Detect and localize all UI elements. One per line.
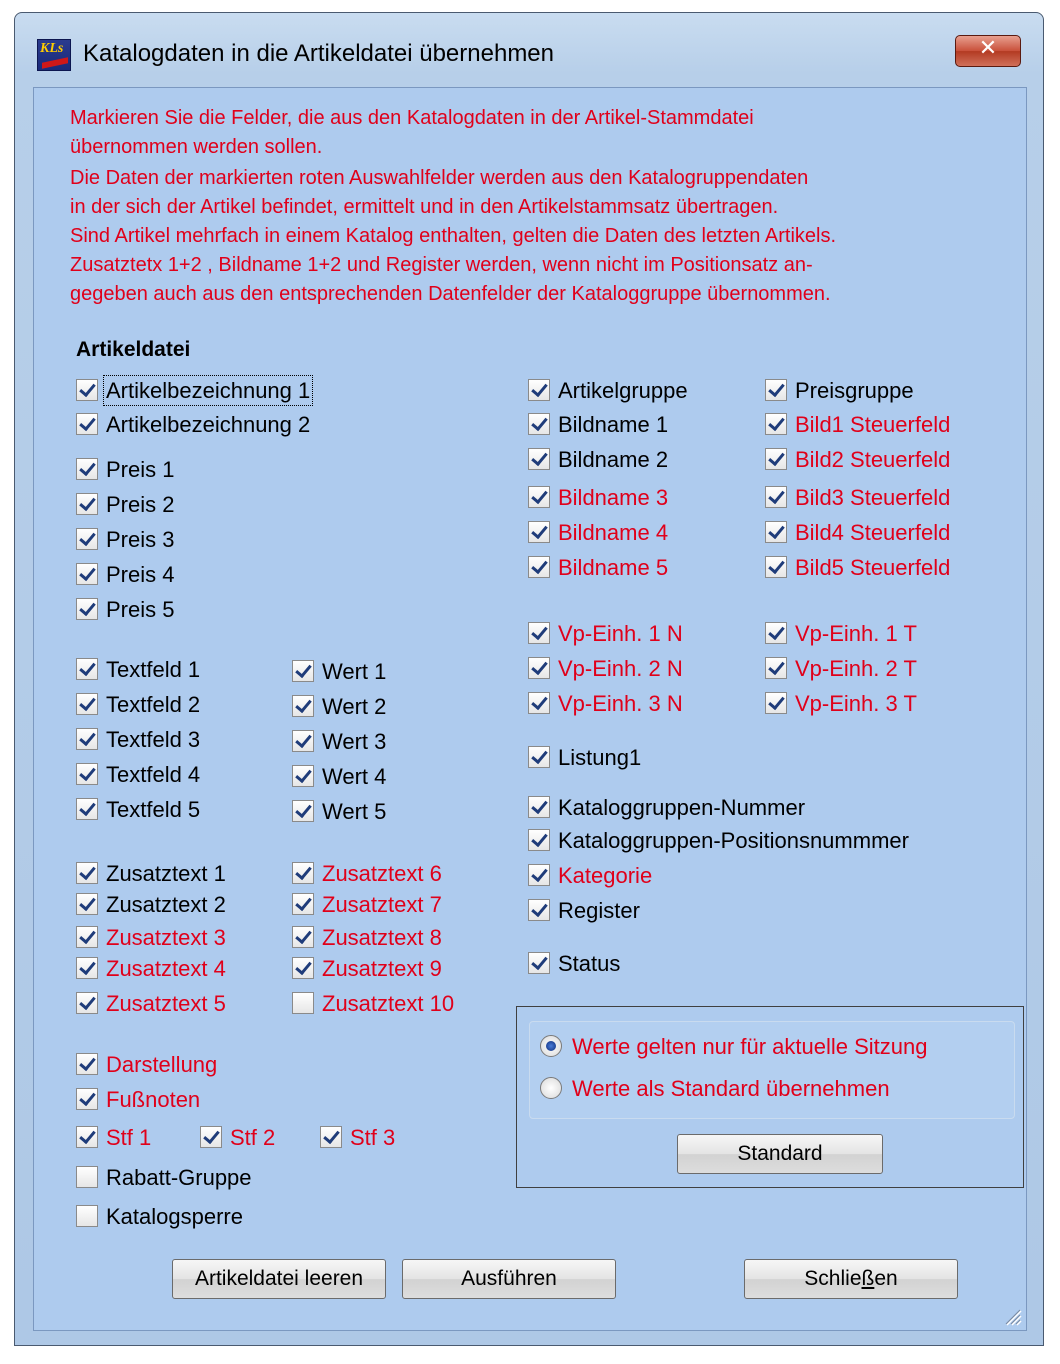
checkbox-zusatztext-4[interactable] <box>76 956 226 984</box>
checkbox-wert-3[interactable] <box>292 729 386 757</box>
info-line-4: in der sich der Artikel befindet, ermittelt und in den Artikelstammsatz übertragen. <box>70 196 779 218</box>
checkbox-box[interactable] <box>76 728 98 750</box>
checkbox-wert-4[interactable] <box>292 764 386 792</box>
checkbox-label: Wert 4 <box>322 764 387 789</box>
resize-grip-icon[interactable] <box>1002 1306 1022 1326</box>
checkbox-label: Preis 4 <box>106 562 175 587</box>
checkbox-box[interactable] <box>528 899 550 921</box>
checkbox-box[interactable] <box>76 992 98 1014</box>
checkbox-label: Zusatztext 2 <box>106 892 226 917</box>
checkbox-box[interactable] <box>765 622 787 644</box>
checkbox-vp-einh-3-t[interactable] <box>765 691 917 719</box>
checkbox-label: Katalogsperre <box>106 1204 243 1229</box>
checkbox-bild5-steuerfeld[interactable] <box>765 555 950 583</box>
checkbox-box[interactable] <box>528 829 550 851</box>
checkbox-bildname-3[interactable] <box>528 485 668 513</box>
app-logo-text: KLs <box>40 41 64 56</box>
checkbox-label: Wert 3 <box>322 729 387 754</box>
checkbox-label: Zusatztext 3 <box>106 925 226 950</box>
checkbox-label: Darstellung <box>106 1052 218 1077</box>
radio-label: Werte gelten nur für aktuelle Sitzung <box>572 1034 928 1059</box>
checkbox-label: Artikelbezeichnung 1 <box>106 378 311 403</box>
checkbox-label: Vp-Einh. 2 N <box>558 656 683 681</box>
checkbox-kategorie[interactable] <box>528 863 652 891</box>
checkbox-artikelgruppe[interactable] <box>528 378 688 406</box>
checkbox-vp-einh-3-n[interactable] <box>528 691 683 719</box>
checkbox-zusatztext-6[interactable] <box>292 861 442 889</box>
radio-label: Werte als Standard übernehmen <box>572 1076 890 1101</box>
checkbox-label: Artikelgruppe <box>558 378 688 403</box>
section-title-artikeldatei: Artikeldatei <box>76 338 191 361</box>
checkbox-box[interactable] <box>528 796 550 818</box>
checkbox-box[interactable] <box>528 486 550 508</box>
checkbox-label: Status <box>558 951 621 976</box>
checkbox-box[interactable] <box>528 448 550 470</box>
checkbox-box[interactable] <box>765 486 787 508</box>
checkbox-box[interactable] <box>528 379 550 401</box>
checkbox-label: Zusatztext 10 <box>322 991 455 1016</box>
checkbox-box[interactable] <box>528 657 550 679</box>
checkbox-box[interactable] <box>292 957 314 979</box>
checkbox-listung1[interactable] <box>528 745 641 773</box>
checkbox-box[interactable] <box>528 952 550 974</box>
checkbox-box[interactable] <box>76 693 98 715</box>
checkbox-box[interactable] <box>76 1166 98 1188</box>
checkbox-bildname-4[interactable] <box>528 520 668 548</box>
checkbox-kataloggruppen-positionsnummer[interactable] <box>528 828 909 856</box>
checkbox-box[interactable] <box>76 926 98 948</box>
client-area <box>33 87 1027 1331</box>
checkbox-box[interactable] <box>765 692 787 714</box>
checkbox-preis-1[interactable] <box>76 457 174 485</box>
checkbox-label: Zusatztext 8 <box>322 925 442 950</box>
checkbox-zusatztext-2[interactable] <box>76 892 226 920</box>
checkbox-label: Textfeld 1 <box>106 657 201 682</box>
checkbox-wert-5[interactable] <box>292 799 386 827</box>
checkbox-zusatztext-1[interactable] <box>76 861 226 889</box>
checkbox-box[interactable] <box>76 763 98 785</box>
checkbox-vp-einh-1-n[interactable] <box>528 621 683 649</box>
schliessen-mnemonic: ß <box>861 1267 875 1290</box>
checkbox-box[interactable] <box>528 622 550 644</box>
checkbox-box[interactable] <box>76 598 98 620</box>
checkbox-box[interactable] <box>76 957 98 979</box>
checkbox-label: Stf 2 <box>230 1125 276 1150</box>
checkbox-bild4-steuerfeld[interactable] <box>765 520 950 548</box>
checkbox-label: Bildname 4 <box>558 520 669 545</box>
checkbox-box[interactable] <box>76 1088 98 1110</box>
checkbox-zusatztext-9[interactable] <box>292 956 442 984</box>
ausfuehren-button[interactable]: Ausführen <box>402 1259 616 1299</box>
checkbox-label: Bildname 3 <box>558 485 669 510</box>
checkbox-label: Preis 5 <box>106 597 175 622</box>
checkbox-box[interactable] <box>765 379 787 401</box>
checkbox-label: Bild5 Steuerfeld <box>795 555 951 580</box>
checkbox-katalogsperre[interactable] <box>76 1204 243 1232</box>
dialog-window <box>14 12 1044 1346</box>
checkbox-label: Preis 2 <box>106 492 175 517</box>
checkbox-label: Vp-Einh. 1 T <box>795 621 917 646</box>
checkbox-textfeld-5[interactable] <box>76 797 200 825</box>
checkbox-bildname-5[interactable] <box>528 555 668 583</box>
checkbox-label: Bild4 Steuerfeld <box>795 520 951 545</box>
settings-groupbox <box>516 1006 1024 1188</box>
checkbox-stf-1[interactable] <box>76 1125 151 1153</box>
checkbox-label: Kategorie <box>558 863 653 888</box>
checkbox-box[interactable] <box>320 1126 342 1148</box>
checkbox-label: Textfeld 3 <box>106 727 201 752</box>
checkbox-textfeld-1[interactable] <box>76 657 200 685</box>
radio-als-standard[interactable] <box>540 1076 890 1102</box>
checkbox-box[interactable] <box>765 657 787 679</box>
checkbox-vp-einh-2-n[interactable] <box>528 656 683 684</box>
close-button[interactable] <box>955 35 1021 67</box>
checkbox-bild1-steuerfeld[interactable] <box>765 412 950 440</box>
checkbox-label: Zusatztext 5 <box>106 991 226 1016</box>
checkbox-artikelbezeichnung-1[interactable] <box>76 378 310 406</box>
checkbox-box[interactable] <box>200 1126 222 1148</box>
info-line-2: übernommen werden sollen. <box>70 136 323 158</box>
checkbox-label: Stf 1 <box>106 1125 152 1150</box>
checkbox-label: Stf 3 <box>350 1125 396 1150</box>
checkbox-box[interactable] <box>528 413 550 435</box>
checkbox-label: Listung1 <box>558 745 642 770</box>
checkbox-box[interactable] <box>76 862 98 884</box>
checkbox-label: Rabatt-Gruppe <box>106 1165 252 1190</box>
checkbox-label: Vp-Einh. 1 N <box>558 621 683 646</box>
radio-dot[interactable] <box>540 1035 562 1057</box>
checkbox-box[interactable] <box>292 893 314 915</box>
checkbox-label: Bild2 Steuerfeld <box>795 447 951 472</box>
standard-button[interactable]: Standard <box>677 1134 883 1174</box>
info-line-6: Zusatztetx 1+2 , Bildname 1+2 und Register werden, wenn nicht im Positionsatz an- <box>70 254 813 276</box>
checkbox-box[interactable] <box>528 746 550 768</box>
radio-panel <box>529 1021 1015 1119</box>
info-line-3: Die Daten der markierten roten Auswahlfelder werden aus den Katalogruppendaten <box>70 167 809 189</box>
checkbox-darstellung[interactable] <box>76 1052 217 1080</box>
checkbox-vp-einh-2-t[interactable] <box>765 656 917 684</box>
checkbox-box[interactable] <box>76 658 98 680</box>
checkbox-label: Zusatztext 7 <box>322 892 442 917</box>
checkbox-zusatztext-8[interactable] <box>292 925 442 953</box>
checkbox-label: Wert 2 <box>322 694 387 719</box>
checkbox-label: Zusatztext 9 <box>322 956 442 981</box>
checkbox-label: Register <box>558 898 640 923</box>
schliessen-button[interactable] <box>744 1259 958 1299</box>
checkbox-box[interactable] <box>292 695 314 717</box>
checkbox-zusatztext-3[interactable] <box>76 925 226 953</box>
checkbox-box[interactable] <box>765 521 787 543</box>
info-line-7: gegeben auch aus den entsprechenden Datenfelder der Kataloggruppe übernommen. <box>70 283 831 305</box>
checkbox-label: Fußnoten <box>106 1087 201 1112</box>
checkbox-box[interactable] <box>76 798 98 820</box>
schliessen-label-post: en <box>874 1267 898 1290</box>
checkbox-box[interactable] <box>76 493 98 515</box>
checkbox-wert-1[interactable] <box>292 659 386 687</box>
checkbox-label: Bild1 Steuerfeld <box>795 412 951 437</box>
checkbox-label: Vp-Einh. 3 N <box>558 691 683 716</box>
checkbox-label: Vp-Einh. 3 T <box>795 691 917 716</box>
checkbox-vp-einh-1-t[interactable] <box>765 621 917 649</box>
checkbox-kataloggruppen-nummer[interactable] <box>528 795 805 823</box>
checkbox-stf-3[interactable] <box>320 1125 395 1153</box>
checkbox-wert-2[interactable] <box>292 694 386 722</box>
checkbox-box[interactable] <box>76 1053 98 1075</box>
checkbox-box[interactable] <box>292 862 314 884</box>
checkbox-label: Preis 1 <box>106 457 175 482</box>
checkbox-box[interactable] <box>76 1126 98 1148</box>
checkbox-label: Kataloggruppen-Positionsnummmer <box>558 828 909 853</box>
checkbox-stf-2[interactable] <box>200 1125 275 1153</box>
checkbox-label: Bildname 2 <box>558 447 669 472</box>
app-logo-icon <box>37 39 71 71</box>
checkbox-zusatztext-10[interactable] <box>292 991 454 1019</box>
checkbox-box[interactable] <box>765 413 787 435</box>
checkbox-box[interactable] <box>292 660 314 682</box>
checkbox-box[interactable] <box>76 379 98 401</box>
checkbox-label: Bildname 1 <box>558 412 669 437</box>
checkbox-box[interactable] <box>292 800 314 822</box>
checkbox-box[interactable] <box>76 1205 98 1227</box>
checkbox-box[interactable] <box>76 528 98 550</box>
checkbox-label: Wert 5 <box>322 799 387 824</box>
checkbox-label: Textfeld 2 <box>106 692 201 717</box>
info-line-5: Sind Artikel mehrfach in einem Katalog enthalten, gelten die Daten des letzten Artikels. <box>70 225 837 247</box>
checkbox-label: Zusatztext 1 <box>106 861 226 886</box>
window-title: Katalogdaten in die Artikeldatei übernehmen <box>83 40 554 67</box>
checkbox-box[interactable] <box>528 521 550 543</box>
checkbox-box[interactable] <box>528 556 550 578</box>
checkbox-label: Bild3 Steuerfeld <box>795 485 951 510</box>
checkbox-bild3-steuerfeld[interactable] <box>765 485 950 513</box>
checkbox-register[interactable] <box>528 898 640 926</box>
checkbox-textfeld-4[interactable] <box>76 762 200 790</box>
checkbox-bildname-2[interactable] <box>528 447 668 475</box>
checkbox-preis-4[interactable] <box>76 562 174 590</box>
checkbox-preis-5[interactable] <box>76 597 174 625</box>
title-bar[interactable] <box>15 13 1043 83</box>
checkbox-box[interactable] <box>292 926 314 948</box>
checkbox-artikelbezeichnung-2[interactable] <box>76 412 310 440</box>
checkbox-zusatztext-7[interactable] <box>292 892 442 920</box>
checkbox-fussnoten[interactable] <box>76 1087 200 1115</box>
info-line-1: Markieren Sie die Felder, die aus den Katalogdaten in der Artikel-Stammdatei <box>70 107 754 129</box>
checkbox-box[interactable] <box>292 992 314 1014</box>
close-icon: ✕ <box>978 36 998 61</box>
checkbox-box[interactable] <box>765 556 787 578</box>
checkbox-label: Preisgruppe <box>795 378 914 403</box>
checkbox-label: Preis 3 <box>106 527 175 552</box>
checkbox-box[interactable] <box>76 893 98 915</box>
checkbox-box[interactable] <box>292 730 314 752</box>
checkbox-label: Textfeld 4 <box>106 762 201 787</box>
checkbox-bild2-steuerfeld[interactable] <box>765 447 950 475</box>
checkbox-box[interactable] <box>528 864 550 886</box>
artikeldatei-leeren-button[interactable]: Artikeldatei leeren <box>172 1259 386 1299</box>
radio-aktuelle-sitzung[interactable] <box>540 1034 927 1060</box>
checkbox-box[interactable] <box>292 765 314 787</box>
checkbox-label: Vp-Einh. 2 T <box>795 656 917 681</box>
checkbox-bildname-1[interactable] <box>528 412 668 440</box>
checkbox-label: Zusatztext 4 <box>106 956 226 981</box>
schliessen-label-pre: Schlie <box>804 1267 862 1290</box>
checkbox-label: Wert 1 <box>322 659 387 684</box>
checkbox-box[interactable] <box>76 458 98 480</box>
checkbox-textfeld-2[interactable] <box>76 692 200 720</box>
checkbox-label: Kataloggruppen-Nummer <box>558 795 806 820</box>
checkbox-preis-2[interactable] <box>76 492 174 520</box>
checkbox-status[interactable] <box>528 951 620 979</box>
checkbox-box[interactable] <box>76 563 98 585</box>
checkbox-box[interactable] <box>76 413 98 435</box>
checkbox-zusatztext-5[interactable] <box>76 991 226 1019</box>
checkbox-preisgruppe[interactable] <box>765 378 914 406</box>
checkbox-textfeld-3[interactable] <box>76 727 200 755</box>
checkbox-box[interactable] <box>528 692 550 714</box>
checkbox-preis-3[interactable] <box>76 527 174 555</box>
radio-dot[interactable] <box>540 1077 562 1099</box>
checkbox-label: Bildname 5 <box>558 555 669 580</box>
checkbox-rabatt-gruppe[interactable] <box>76 1165 252 1193</box>
checkbox-label: Textfeld 5 <box>106 797 201 822</box>
checkbox-label: Zusatztext 6 <box>322 861 442 886</box>
checkbox-label: Artikelbezeichnung 2 <box>106 412 311 437</box>
checkbox-box[interactable] <box>765 448 787 470</box>
